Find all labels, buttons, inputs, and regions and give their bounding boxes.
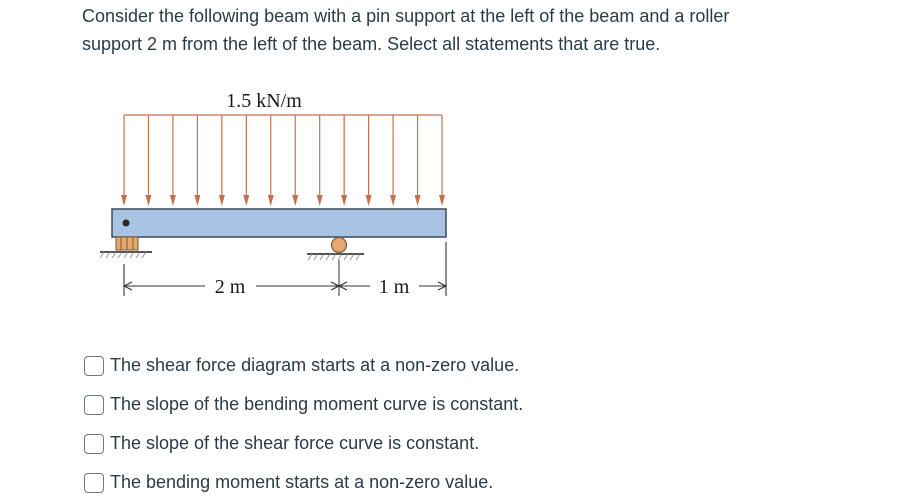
option-4-checkbox[interactable] xyxy=(84,473,104,493)
load-arrow-head xyxy=(292,195,298,206)
beam xyxy=(112,209,446,237)
beam-figure xyxy=(92,82,472,312)
load-label: 1.5 kN/m xyxy=(226,90,302,112)
load-arrow-head xyxy=(415,195,421,206)
load-arrow-head xyxy=(121,195,127,206)
load-arrow-head xyxy=(243,195,249,206)
roller-wheel xyxy=(332,238,347,253)
load-arrow-head xyxy=(170,195,176,206)
option-4[interactable] xyxy=(84,463,523,502)
load-arrow-head xyxy=(219,195,225,206)
option-1[interactable] xyxy=(84,346,523,385)
option-1-checkbox[interactable] xyxy=(84,356,104,376)
load-arrow-head xyxy=(366,195,372,206)
pin-support xyxy=(100,237,152,258)
option-3-checkbox[interactable] xyxy=(84,434,104,454)
dim-left-label: 2 m xyxy=(214,276,246,298)
question-text xyxy=(82,2,882,58)
question-line-2: support 2 m from the left of the beam. Select all statements that are true. xyxy=(82,34,661,54)
load-arrow-head xyxy=(341,195,347,206)
distributed-load xyxy=(121,115,445,206)
option-1-label[interactable]: The shear force diagram starts at a non-zero value. xyxy=(110,355,520,375)
load-arrow-head xyxy=(194,195,200,206)
load-arrow-head xyxy=(145,195,151,206)
option-4-label[interactable]: The bending moment starts at a non-zero value. xyxy=(110,472,494,492)
option-2-checkbox[interactable] xyxy=(84,395,104,415)
option-2[interactable] xyxy=(84,385,523,424)
question-line-1: Consider the following beam with a pin support at the left of the beam and a roller xyxy=(82,6,730,26)
load-arrows xyxy=(121,115,445,206)
option-3[interactable] xyxy=(84,424,523,463)
option-3-label[interactable]: The slope of the shear force curve is constant. xyxy=(110,433,480,453)
load-arrow-head xyxy=(317,195,323,206)
pin-point xyxy=(123,220,130,227)
answer-options xyxy=(84,346,523,502)
dim-right-label: 1 m xyxy=(378,276,410,298)
load-arrow-head xyxy=(268,195,274,206)
load-arrow-head xyxy=(439,195,445,206)
option-2-label[interactable]: The slope of the bending moment curve is constant. xyxy=(110,394,524,414)
load-arrow-head xyxy=(390,195,396,206)
